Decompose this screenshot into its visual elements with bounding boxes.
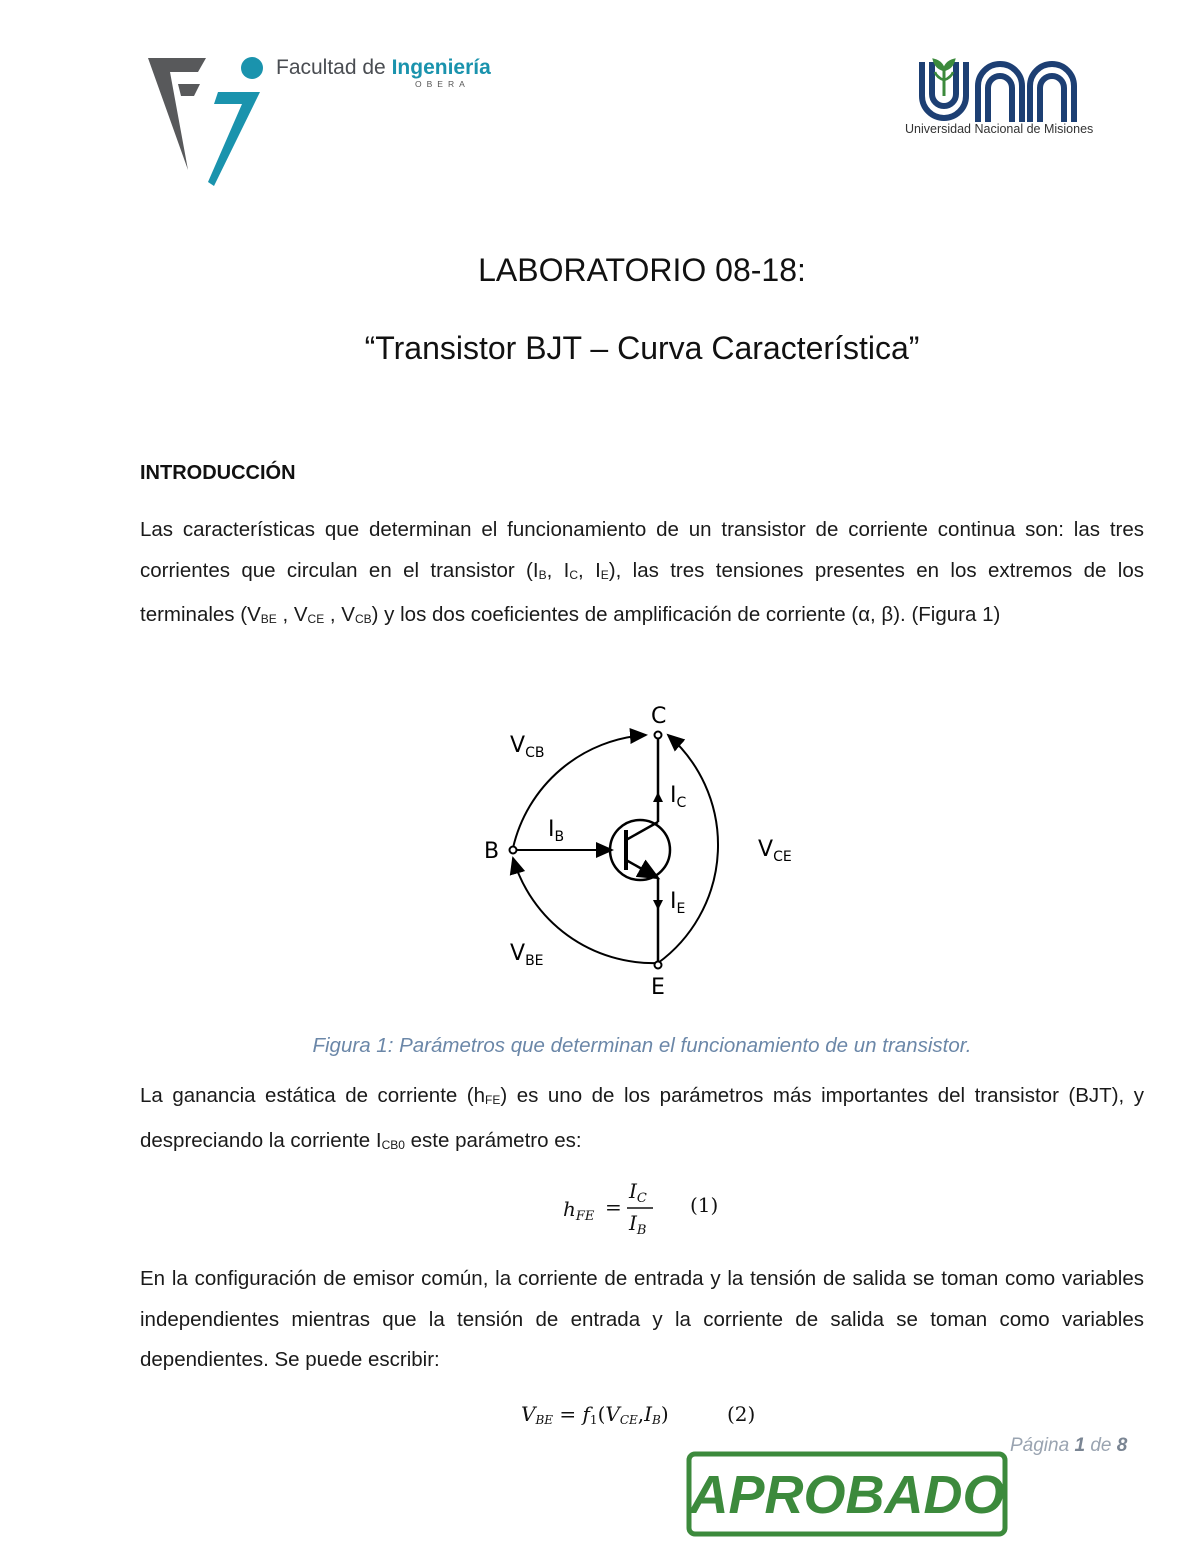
config-paragraph: En la configuración de emisor común, la corriente de entrada y la tensión de salida se toman como variables independientes mientras que la tensión de entrada y la corriente de salida se toman como variables dependientes. Se puede escribir:	[140, 1267, 1144, 1371]
section-heading: INTRODUCCIÓN	[140, 462, 296, 484]
label-ic: $I_C$	[670, 783, 687, 811]
label-c: C	[651, 704, 667, 729]
svg-text:=: =	[605, 1195, 622, 1219]
vce-arc	[658, 735, 718, 963]
document-title: “Transistor BJT – Curva Característica”	[364, 330, 920, 366]
svg-text:APROBADO: APROBADO	[689, 1465, 1005, 1525]
label-b: B	[484, 839, 500, 864]
label-ib: $I_B$	[548, 817, 565, 845]
label-e: E	[651, 975, 665, 1000]
bjt-diagram	[480, 698, 810, 1003]
svg-text:hFE: $h_{FE}$	[563, 1197, 595, 1224]
faculty-name: Facultad de Ingeniería	[276, 56, 491, 79]
approved-stamp	[686, 1451, 1008, 1537]
university-name: Universidad Nacional de Misiones	[905, 122, 1094, 136]
svg-text:IB: $I_B$	[629, 1211, 647, 1238]
university-logo	[912, 56, 1090, 126]
svg-text:IC: $I_C$	[629, 1179, 647, 1206]
faculty-campus: OBERA	[415, 79, 470, 89]
lab-title: LABORATORIO 08-18:	[478, 252, 806, 288]
equation-1	[561, 1176, 661, 1240]
label-vce: $V_{CE}$	[758, 837, 792, 865]
label-vbe: $V_{BE}$	[510, 941, 544, 969]
faculty-logo	[148, 52, 268, 188]
equation-2: $V_{BE} = f_1(V_{CE},I_B)$	[521, 1402, 669, 1427]
intro-paragraph: Las características que determinan el funcionamiento de un transistor de corriente continua son: las tres corrientes que circulan en el transistor ($I_B$, $I_C$, $I_E$), las tres tensiones presentes en los extremos de los terminales ($V_{BE}$ , $V_{CE}$ , $V_{CB}$) y los dos coeficientes de amplificación de corriente (α, β). (Figura 1)	[140, 518, 1144, 626]
gain-paragraph: La ganancia estática de corriente $(h_{FE})$ es uno de los parámetros más importantes del transistor (BJT), y despreciando la corriente $I_{CB0}$ este parámetro es:	[140, 1084, 1144, 1152]
label-vcb: $V_{CB}$	[510, 733, 545, 761]
vbe-arc	[513, 858, 658, 963]
equation-1-number: (1)	[690, 1193, 719, 1217]
page-number: Página 1 de 8	[1010, 1435, 1128, 1456]
figure-caption: Figura 1: Parámetros que determinan el funcionamiento de un transistor.	[312, 1034, 972, 1057]
label-ie: $I_E$	[670, 889, 686, 917]
equation-2-number: (2)	[727, 1402, 756, 1426]
